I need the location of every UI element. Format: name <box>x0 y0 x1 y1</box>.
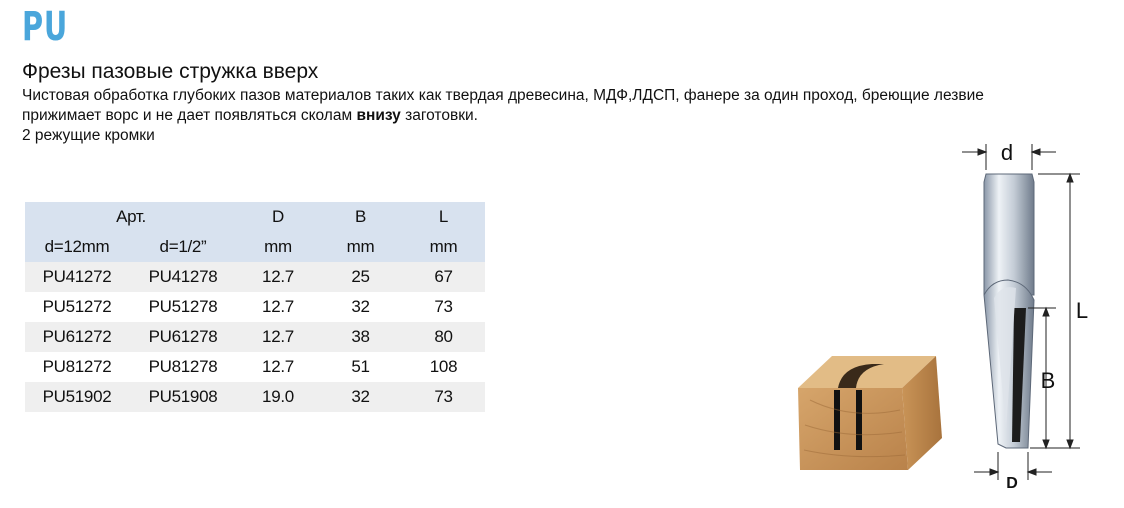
header-b: B <box>319 202 402 232</box>
table-header-row <box>25 232 485 262</box>
cell-art-12mm: PU51902 <box>25 382 129 412</box>
cell-b: 25 <box>319 262 402 292</box>
cell-art-half-inch: PU51908 <box>129 382 237 412</box>
cell-art-half-inch: PU51278 <box>129 292 237 322</box>
cell-d: 19.0 <box>237 382 319 412</box>
cell-l: 67 <box>402 262 485 292</box>
cell-d: 12.7 <box>237 352 319 382</box>
spec-table <box>25 202 485 412</box>
cell-d: 12.7 <box>237 322 319 352</box>
header-unit: mm <box>237 232 319 262</box>
cell-b: 32 <box>319 292 402 322</box>
cell-b: 38 <box>319 322 402 352</box>
cell-art-12mm: PU81272 <box>25 352 129 382</box>
header-unit: mm <box>402 232 485 262</box>
header-d: D <box>237 202 319 232</box>
table-header-row <box>25 202 485 232</box>
description-line-1: Чистовая обработка глубоких пазов материалов таких как твердая древесина, МДФ,ЛДСП, фанере за один проход, бреющие лезвие <box>22 87 984 104</box>
table-row <box>25 292 485 322</box>
dimension-label-d: d <box>1000 140 1014 165</box>
dimension-label-D: D <box>1006 475 1018 492</box>
wood-block-image <box>798 356 942 470</box>
cell-d: 12.7 <box>237 262 319 292</box>
header-shank-12mm: d=12mm <box>25 232 129 262</box>
cell-b: 51 <box>319 352 402 382</box>
table-row <box>25 382 485 412</box>
cell-b: 32 <box>319 382 402 412</box>
cell-art-half-inch: PU81278 <box>129 352 237 382</box>
description-line-2: прижимает ворс и не дает появляться сколам внизу заготовки. <box>22 107 478 124</box>
cell-d: 12.7 <box>237 292 319 322</box>
table-row <box>25 352 485 382</box>
table-row <box>25 322 485 352</box>
cell-art-half-inch: PU61278 <box>129 322 237 352</box>
brand-logo: PU <box>22 4 68 50</box>
description-emphasis: внизу <box>356 107 401 124</box>
dimension-label-B: B <box>1040 368 1056 393</box>
header-l: L <box>402 202 485 232</box>
cell-art-12mm: PU41272 <box>25 262 129 292</box>
cell-l: 73 <box>402 292 485 322</box>
header-art: Арт. <box>25 202 237 232</box>
cell-art-half-inch: PU41278 <box>129 262 237 292</box>
cell-art-12mm: PU51272 <box>25 292 129 322</box>
description-line-3: 2 режущие кромки <box>22 127 155 144</box>
header-shank-half-inch: d=1/2” <box>129 232 237 262</box>
page-title: Фрезы пазовые стружка вверх <box>22 60 319 83</box>
dimension-label-L: L <box>1075 298 1089 323</box>
cell-l: 108 <box>402 352 485 382</box>
cell-art-12mm: PU61272 <box>25 322 129 352</box>
router-bit-image <box>984 174 1034 448</box>
router-bit-diagram <box>780 130 1110 500</box>
header-unit: mm <box>319 232 402 262</box>
cell-l: 80 <box>402 322 485 352</box>
cell-l: 73 <box>402 382 485 412</box>
table-row <box>25 262 485 292</box>
